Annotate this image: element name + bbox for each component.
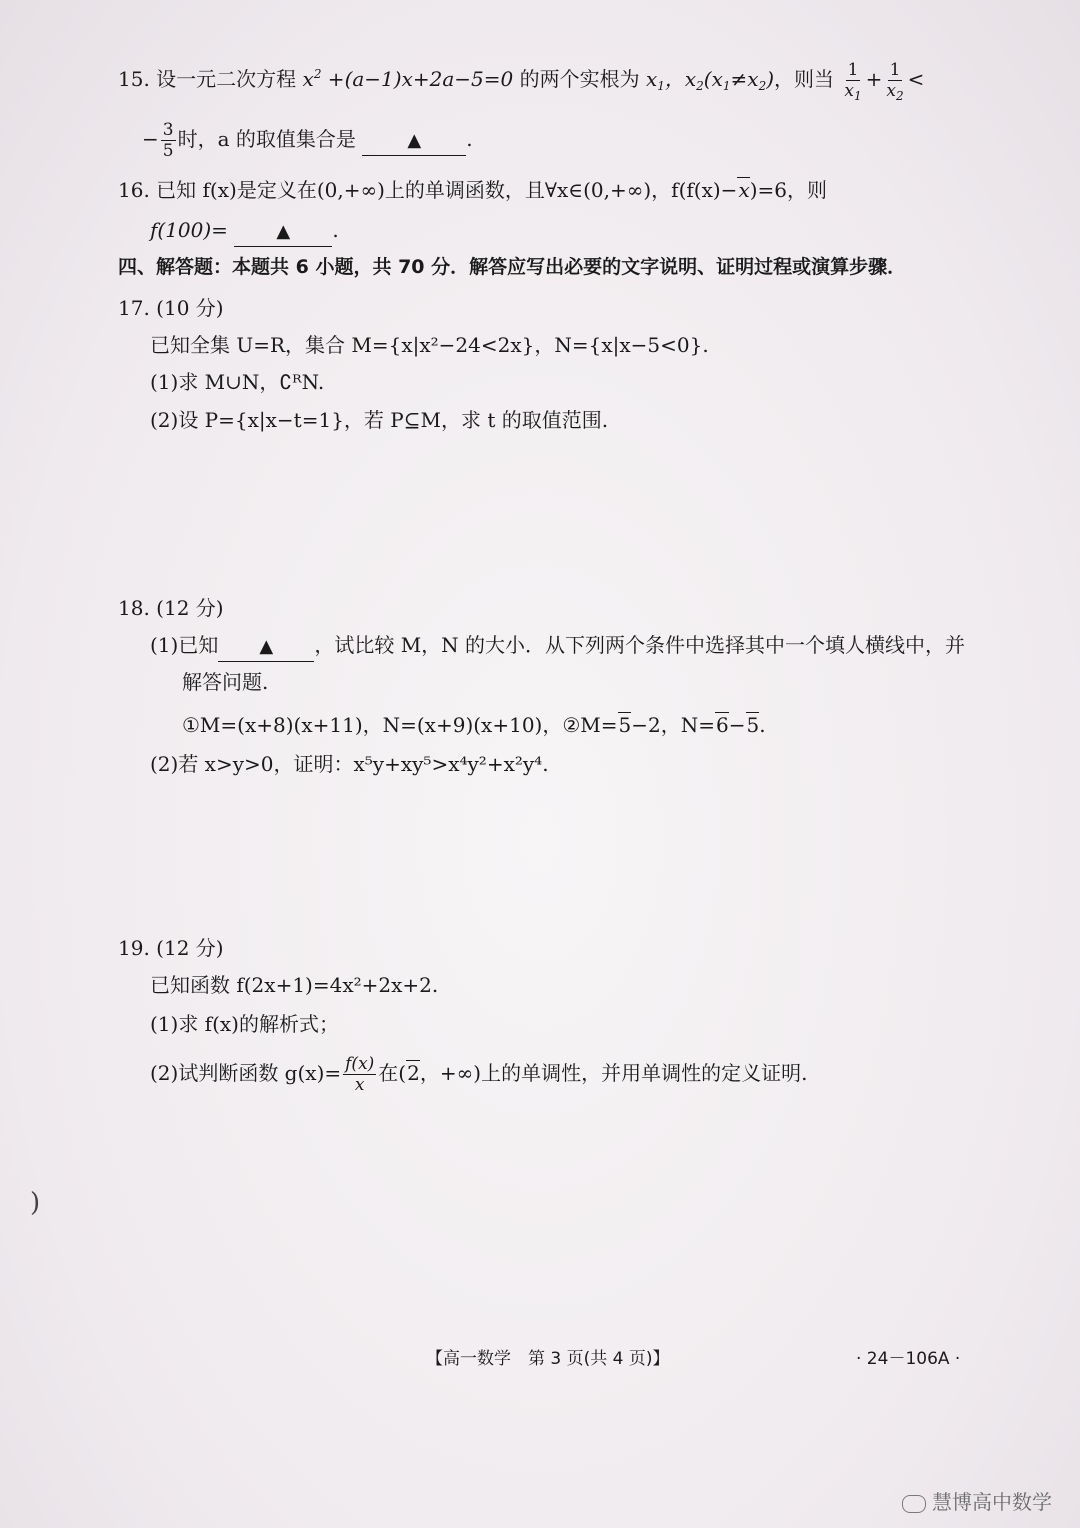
q16-number: 16.: [118, 178, 150, 202]
q15-fraction-1: $\frac{1}{x_1}$: [844, 60, 862, 103]
section-heading: 四、解答题：本题共 6 小题，共 70 分．解答应写出必要的文字说明、证明过程或演算步骤．: [118, 256, 907, 278]
q18-part1-cont: 解答问题.: [182, 670, 269, 694]
wechat-icon: [902, 1495, 926, 1513]
q17-part2: (2)设 P={x|x−t=1}，若 P⊆M，求 t 的取值范围.: [150, 408, 609, 432]
exam-code: · 24－106A ·: [856, 1349, 961, 1369]
page-footer: 【高一数学 第 3 页(共 4 页)】: [426, 1349, 670, 1369]
q19-number: 19. (12 分): [118, 936, 224, 960]
q15-text: 的两个实根为: [519, 67, 640, 91]
q16-line1: 16. 已知 f(x)是定义在(0,+∞)上的单调函数，且∀x∈(0,+∞)，f(f(x)−x)=6，则: [118, 178, 828, 202]
q18-part2: (2)若 x>y>0，证明：x⁵y+xy⁵>x⁴y²+x²y⁴.: [150, 752, 549, 776]
margin-mark: ): [30, 1188, 41, 1218]
q18-part1: (1)已知 ▲ ，试比较 M，N 的大小．从下列两个条件中选择其中一个填人横线中，并: [150, 631, 965, 662]
q15-line2: − $\frac{3}{5}$ 时，a 的取值集合是 ▲ .: [142, 120, 473, 161]
q15-answer-blank: ▲: [362, 125, 466, 156]
watermark: 慧博高中数学: [902, 1486, 1052, 1515]
q15-text: ，则当: [774, 67, 835, 91]
q16-line2: f(100)= ▲ .: [150, 216, 339, 247]
q15-text: 设一元二次方程: [156, 67, 297, 91]
q19-part2: (2)试判断函数 g(x)= $\frac{f(x)}{x}$ 在(2，+∞)上的单调性，并用单调性的定义证明.: [150, 1054, 808, 1095]
q19-part1: (1)求 f(x)的解析式；: [150, 1012, 339, 1036]
q15-fraction-3: $\frac{3}{5}$: [162, 120, 174, 161]
sqrt-x: x: [738, 178, 750, 202]
q15-number: 15.: [118, 67, 150, 91]
q18-number: 18. (12 分): [118, 596, 224, 620]
q17-part1: (1)求 M∪N，∁ᴿN.: [150, 370, 325, 394]
q15-line1: 15. 设一元二次方程 $x^2 +(a-1)x+2a-5=0$ 的两个实根为 $x_1$，$x_2(x_1\ne x_2)$，则当 $\frac{1}{x_1}$ + $\frac{1}{x_2}$ <: [118, 60, 925, 103]
q18-conditions: ①M=(x+8)(x+11)，N=(x+9)(x+10)，②M=5−2，N=6−5.: [182, 713, 766, 737]
q15-fraction-2: $\frac{1}{x_2}$: [886, 60, 904, 103]
q17-number: 17. (10 分): [118, 296, 224, 320]
q19-statement: 已知函数 f(2x+1)=4x²+2x+2.: [150, 973, 439, 997]
q19-fraction: $\frac{f(x)}{x}$: [345, 1054, 375, 1095]
q15-roots: $x_1$，$x_2(x_1\ne x_2)$: [645, 67, 775, 93]
q17-statement: 已知全集 U=R，集合 M={x|x²−24<2x}，N={x|x−5<0}.: [150, 333, 709, 357]
q15-equation: $x^2 +(a-1)x+2a-5=0$: [302, 67, 514, 91]
q16-answer-blank: ▲: [234, 216, 332, 247]
q15-text: 时，a 的取值集合是: [177, 127, 356, 151]
q16-text: 已知 f(x)是定义在(0,+∞)上的单调函数，且∀x∈(0,+∞)，f(f(x)−: [156, 178, 738, 202]
q18-answer-blank: ▲: [218, 631, 314, 662]
